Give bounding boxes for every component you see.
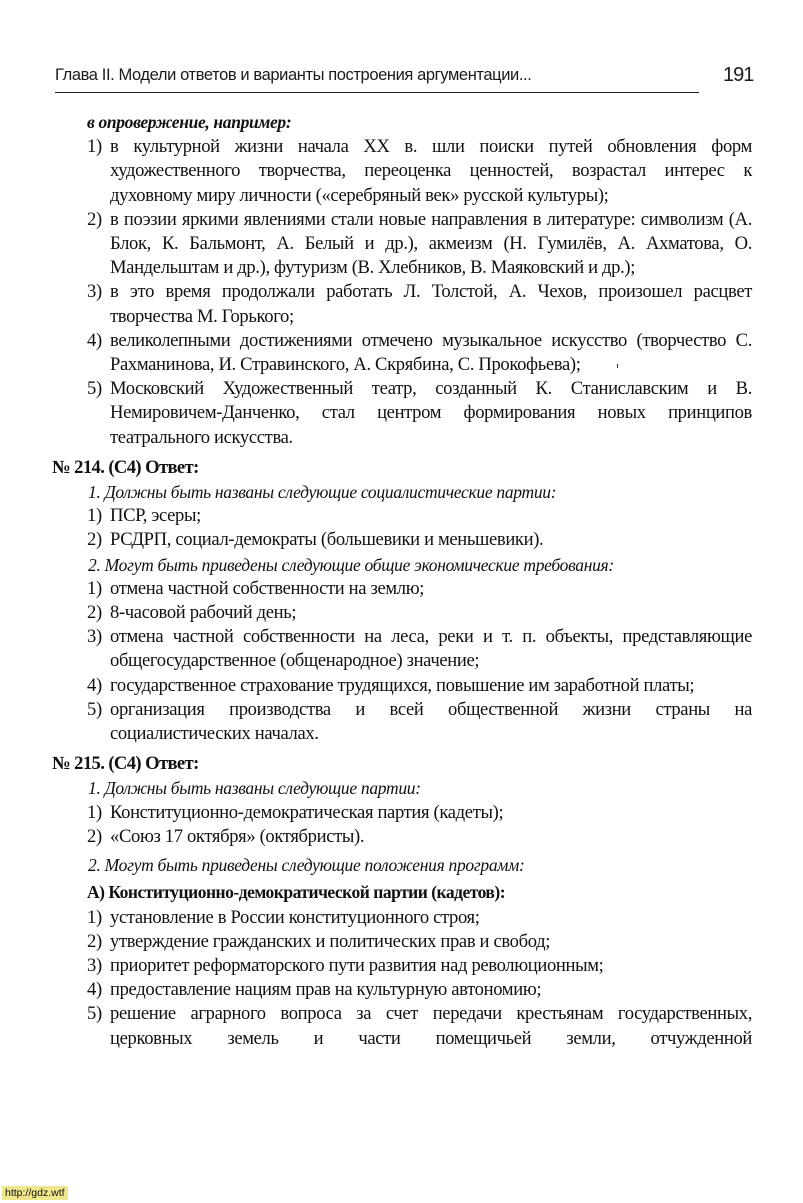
- item-number: 2): [87, 602, 102, 624]
- item-number: 4): [87, 979, 102, 1001]
- item-number: 2): [87, 930, 102, 952]
- page-body: [52, 110, 752, 1051]
- item-number: 5): [87, 1003, 102, 1025]
- task-215-part1-title: 1. Должны быть названы следующие партии:: [88, 778, 421, 799]
- list-item: [52, 377, 752, 450]
- item-text: 8-часовой рабочий день;: [110, 602, 297, 624]
- chapter-title: Глава II. Модели ответов и варианты построения аргументации...: [55, 66, 532, 84]
- item-number: 1): [87, 136, 102, 158]
- item-number: 3): [87, 954, 102, 976]
- task-215-subsection-a-list: [52, 906, 752, 1051]
- item-text: приоритет реформаторского пути развития над революционным;: [110, 954, 604, 976]
- task-214-part1-title: 1. Должны быть названы следующие социалистические партии:: [88, 482, 557, 503]
- intro-lead: в опровержение, например:: [87, 112, 292, 132]
- list-item: [52, 601, 752, 625]
- running-header: [55, 64, 755, 96]
- item-text: предоставление нациям прав на культурную автономию;: [110, 979, 542, 1001]
- item-number: 3): [87, 626, 102, 648]
- item-number: 1): [87, 906, 102, 928]
- item-text: организация производства и всей общественной жизни страны на социалистических началах.: [110, 698, 752, 745]
- page-number: 191: [723, 64, 754, 86]
- item-number: 5): [87, 378, 102, 400]
- intro-list: [52, 135, 752, 450]
- list-item: [52, 906, 752, 930]
- item-text: в это время продолжали работать Л. Толстой, А. Чехов, произошел расцвет творчества М. Горького;: [110, 281, 752, 327]
- list-item: [52, 698, 752, 746]
- item-number: 2): [87, 208, 102, 230]
- list-item: [52, 528, 752, 552]
- list-item: [52, 504, 752, 528]
- list-item: [52, 825, 752, 849]
- item-text: государственное страхование трудящихся, повышение им заработной платы;: [110, 674, 695, 696]
- task-215-heading: № 215. (С4) Ответ:: [52, 753, 199, 775]
- task-214-part1-list: [52, 504, 752, 552]
- task-215-part1-list: [52, 801, 752, 849]
- item-text: отмена частной собственности на землю;: [110, 577, 425, 599]
- list-item: [52, 930, 752, 954]
- item-text: РСДРП, социал-демократы (большевики и меньшевики).: [110, 529, 544, 551]
- item-number: 3): [87, 281, 102, 303]
- item-number: 5): [87, 698, 102, 720]
- item-text: установление в России конституционного строя;: [110, 906, 480, 928]
- item-text: в культурной жизни начала XX в. шли поиски путей обновления форм художественного творчества, переоценка ценностей, возрастал интерес к духовному миру личности («серебряный век» русской культуры);: [110, 136, 752, 206]
- item-text: утверждение гражданских и политических прав и свобод;: [110, 930, 551, 952]
- item-text: решение аграрного вопроса за счет передачи крестьянам государственных, церковных земель и части помещичьей земли, отчужденной: [110, 1003, 752, 1049]
- list-item: [52, 280, 752, 328]
- item-text: Конституционно-демократическая партия (кадеты);: [110, 801, 504, 823]
- watermark-link[interactable]: http://gdz.wtf: [2, 1186, 68, 1200]
- item-number: 2): [87, 825, 102, 847]
- item-text: ПСР, эсеры;: [110, 505, 201, 527]
- header-divider: [55, 92, 699, 93]
- task-215-subsection-a-title: А) Конституционно-демократической партии (кадетов):: [87, 882, 506, 903]
- list-item: [52, 954, 752, 978]
- task-214-part2-title: 2. Могут быть приведены следующие общие экономические требования:: [88, 554, 614, 575]
- list-item: [52, 674, 752, 698]
- list-item: [52, 329, 752, 377]
- item-text: «Союз 17 октября» (октябристы).: [110, 825, 365, 847]
- item-number: 2): [87, 529, 102, 551]
- item-text: отмена частной собственности на леса, реки и т. п. объекты, представляющие общегосударственное (общенародное) значение;: [110, 626, 752, 672]
- item-number: 4): [87, 329, 102, 351]
- list-item: [52, 135, 752, 208]
- task-214-part2-list: [52, 577, 752, 746]
- list-item: [52, 208, 752, 281]
- item-text: Московский Художественный театр, созданный К. Станиславским и В. Немировичем-Данченко, стал центром формирования новых принципов театрального искусства.: [110, 378, 752, 448]
- list-item: [52, 801, 752, 825]
- task-214-heading: № 214. (С4) Ответ:: [52, 456, 199, 478]
- task-215-part2-title: 2. Могут быть приведены следующие положения программ:: [88, 855, 525, 876]
- item-number: 1): [87, 801, 102, 823]
- item-number: 4): [87, 674, 102, 696]
- list-item: [52, 978, 752, 1002]
- item-text: великолепными достижениями отмечено музыкальное искусство (творчество С. Рахманинова, И. Стравинского, А. Скрябина, С. Прокофьева);: [110, 329, 752, 376]
- list-item: [52, 1002, 752, 1050]
- item-text: в поэзии яркими явлениями стали новые направления в литературе: символизм (А. Блок, К. Бальмонт, А. Белый и др.), акмеизм (Н. Гумилёв, А. Ахматова, О. Мандельштам и др.), футуризм (В. Хлебников, В. Маяковский и др.);: [110, 208, 752, 279]
- item-number: 1): [87, 577, 102, 599]
- item-number: 1): [87, 505, 102, 527]
- list-item: [52, 625, 752, 673]
- list-item: [52, 577, 752, 601]
